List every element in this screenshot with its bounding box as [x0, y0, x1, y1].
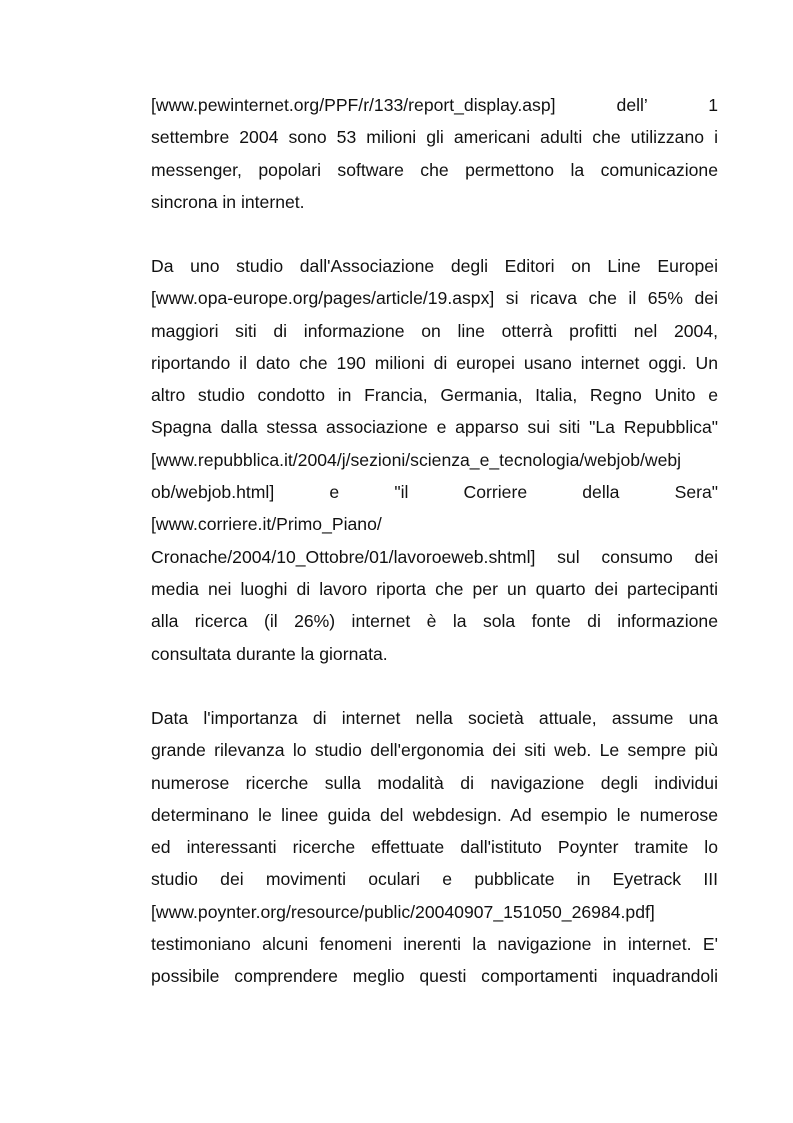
paragraph-opa-europe — [151, 250, 718, 670]
text-line: media nei luoghi di lavoro riporta che per un quarto dei partecipanti — [151, 578, 718, 599]
text-line: maggiori siti di informazione on line otterrà profitti nel 2004, — [151, 320, 718, 341]
text-line: alla ricerca (il 26%) internet è la sola fonte di informazione — [151, 611, 718, 632]
text-line: [www.pewinternet.org/PPF/r/133/report_display.asp] dell’ 1 — [151, 95, 718, 115]
text-line: altro studio condotto in Francia, Germania, Italia, Regno Unito e — [151, 385, 718, 406]
text-line: Da uno studio dall'Associazione degli Editori on Line Europei — [151, 256, 718, 276]
text-line: [www.repubblica.it/2004/j/sezioni/scienza_e_tecnologia/webjob/webj — [151, 449, 682, 470]
text-line: sincrona in internet. — [151, 191, 305, 212]
text-line: Spagna dalla stessa associazione e apparso sui siti "La Repubblica" — [151, 417, 718, 438]
text-line: settembre 2004 sono 53 milioni gli americani adulti che utilizzano i — [151, 127, 718, 148]
text-line: grande rilevanza lo studio dell'ergonomia dei siti web. Le sempre più — [151, 740, 718, 761]
text-line: [www.corriere.it/Primo_Piano/ — [151, 514, 382, 535]
text-line: possibile comprendere meglio questi comportamenti inquadrandoli — [151, 966, 718, 987]
paragraph-pew-internet — [151, 89, 718, 218]
text-line: messenger, popolari software che permettono la comunicazione — [151, 159, 718, 180]
text-line: ob/webjob.html] e "il Corriere della Sera" — [151, 482, 718, 503]
text-line: [www.opa-europe.org/pages/article/19.aspx] si ricava che il 65% dei — [151, 288, 718, 309]
text-line: [www.poynter.org/resource/public/20040907_151050_26984.pdf] — [151, 901, 655, 922]
text-line: ed interessanti ricerche effettuate dall'istituto Poynter tramite lo — [151, 837, 718, 858]
text-line: Cronache/2004/10_Ottobre/01/lavoroeweb.shtml] sul consumo dei — [151, 546, 718, 567]
text-line: studio dei movimenti oculari e pubblicate in Eyetrack III — [151, 869, 718, 890]
text-line: numerose ricerche sulla modalità di navigazione degli individui — [151, 772, 718, 793]
paragraph-web-ergonomics — [151, 702, 718, 993]
text-line: Data l'importanza di internet nella società attuale, assume una — [151, 708, 718, 728]
text-line: testimoniano alcuni fenomeni inerenti la navigazione in internet. E' — [151, 934, 718, 955]
text-line: determinano le linee guida del webdesign. Ad esempio le numerose — [151, 804, 718, 825]
text-line: riportando il dato che 190 milioni di europei usano internet oggi. Un — [151, 352, 718, 373]
text-line: consultata durante la giornata. — [151, 643, 388, 664]
